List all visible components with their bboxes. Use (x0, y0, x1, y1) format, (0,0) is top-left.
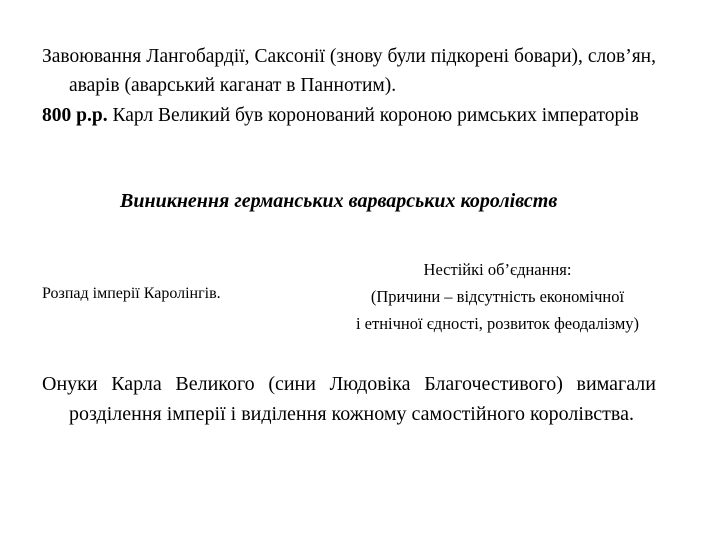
section-heading: Виникнення германських варварських королівств (120, 190, 558, 212)
paragraph-conquests (42, 42, 656, 100)
paragraph-conquests-text: Завоювання Лангобардії, Саксонії (знову були підкорені бовари), слов’ян, аварів (аварський каганат в Паннотим). (42, 46, 656, 96)
carolingian-collapse-note: Розпад імперії Каролінгів. (42, 285, 221, 302)
unstable-unions-line-3: і етнічної єдності, розвиток феодалізму) (355, 314, 640, 333)
paragraph-coronation (42, 101, 656, 130)
paragraph-coronation-text: Карл Великий був коронований короною римських імператорів (107, 105, 639, 126)
unstable-unions-line-2: (Причини – відсутність економічної (370, 287, 625, 306)
unstable-unions-note (300, 256, 695, 337)
unstable-unions-line-1: Нестійкі об’єднання: (423, 260, 572, 279)
paragraph-grandsons-text: Онуки Карла Великого (сини Людовіка Благочестивого) вимагали розділення імперії і виділення кожному самостійного королівства. (42, 373, 656, 425)
coronation-year: 800 р.р. (42, 105, 108, 126)
paragraph-grandsons (42, 370, 656, 429)
